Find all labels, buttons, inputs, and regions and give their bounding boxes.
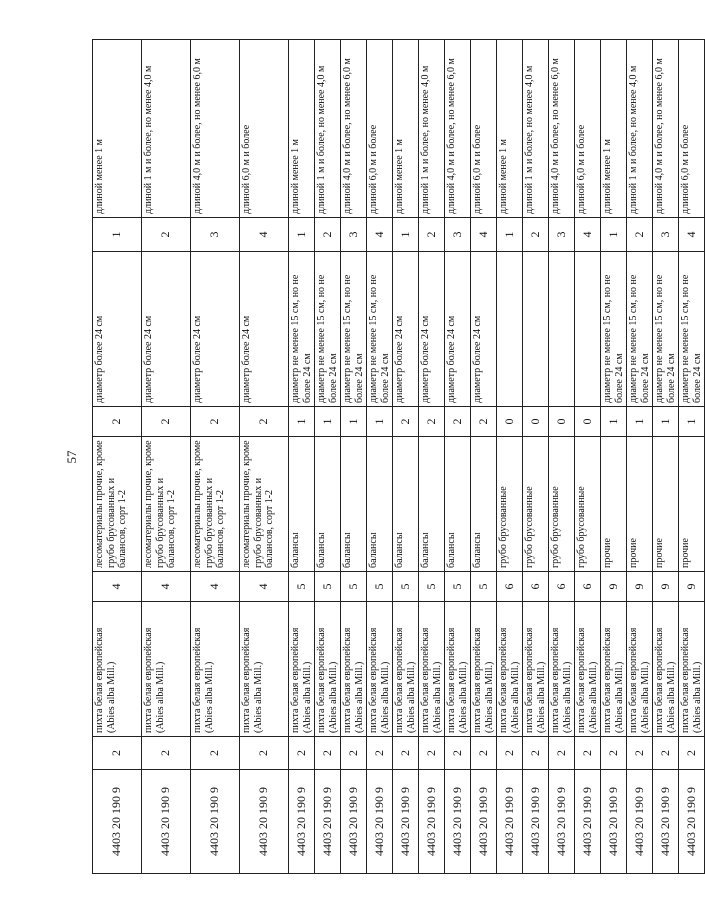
- hs-code-cell: 4403 20 190 9: [575, 770, 601, 874]
- page-number: 57: [64, 450, 79, 464]
- diameter-code-cell: 2: [191, 407, 240, 437]
- length-code-cell: 4: [240, 218, 289, 252]
- length-code-cell: 4: [471, 218, 497, 252]
- product-type-cell: прочие: [679, 437, 705, 572]
- table-row: [367, 40, 393, 874]
- length-cell: длиной 4,0 м и более, но менее 6,0 м: [653, 40, 679, 218]
- species-cell: пихта белая европейская (Abies alba Mill.): [549, 602, 575, 737]
- group-code-cell: 2: [367, 737, 393, 770]
- hs-code-cell: 4403 20 190 9: [367, 770, 393, 874]
- product-code-cell: 5: [315, 572, 341, 602]
- diameter-cell: диаметр более 24 см: [240, 252, 289, 407]
- product-code-cell: 5: [341, 572, 367, 602]
- diameter-cell: диаметр не менее 15 см, но не более 24 см: [679, 252, 705, 407]
- length-code-cell: 2: [523, 218, 549, 252]
- product-code-cell: 4: [93, 572, 142, 602]
- length-code-cell: 2: [627, 218, 653, 252]
- length-cell: длиной 1 м и более, но менее 4,0 м: [419, 40, 445, 218]
- product-type-cell: грубо брусованные: [549, 437, 575, 572]
- length-cell: длиной 6,0 м и более: [471, 40, 497, 218]
- hs-code-cell: 4403 20 190 9: [240, 770, 289, 874]
- length-code-cell: 2: [315, 218, 341, 252]
- hs-code-cell: 4403 20 190 9: [523, 770, 549, 874]
- species-cell: пихта белая европейская (Abies alba Mill.): [497, 602, 523, 737]
- product-type-cell: балансы: [367, 437, 393, 572]
- product-type-cell: балансы: [445, 437, 471, 572]
- table-row: [523, 40, 549, 874]
- length-code-cell: 4: [575, 218, 601, 252]
- species-cell: пихта белая европейская (Abies alba Mill.): [627, 602, 653, 737]
- table-row: [191, 40, 240, 874]
- table-row: [471, 40, 497, 874]
- product-type-cell: балансы: [393, 437, 419, 572]
- table-row: [653, 40, 679, 874]
- rotated-page: [46, 40, 703, 874]
- product-code-cell: 4: [240, 572, 289, 602]
- group-code-cell: 2: [142, 737, 191, 770]
- product-code-cell: 9: [601, 572, 627, 602]
- product-code-cell: 6: [549, 572, 575, 602]
- hs-code-cell: 4403 20 190 9: [601, 770, 627, 874]
- length-cell: длиной менее 1 м: [393, 40, 419, 218]
- table-body: [93, 40, 705, 874]
- product-type-cell: лесоматериалы прочие, кроме грубо брусованных и балансов, сорт 1-2: [142, 437, 191, 572]
- hs-code-cell: 4403 20 190 9: [653, 770, 679, 874]
- product-code-cell: 5: [471, 572, 497, 602]
- species-cell: пихта белая европейская (Abies alba Mill.): [575, 602, 601, 737]
- product-type-cell: грубо брусованные: [575, 437, 601, 572]
- species-cell: пихта белая европейская (Abies alba Mill.): [341, 602, 367, 737]
- diameter-code-cell: 2: [240, 407, 289, 437]
- product-type-cell: лесоматериалы прочие, кроме грубо брусованных и балансов, сорт 1-2: [191, 437, 240, 572]
- product-code-cell: 5: [367, 572, 393, 602]
- length-cell: длиной 1 м и более, но менее 4,0 м: [315, 40, 341, 218]
- species-cell: пихта белая европейская (Abies alba Mill.): [93, 602, 142, 737]
- group-code-cell: 2: [191, 737, 240, 770]
- table-row: [93, 40, 142, 874]
- diameter-code-cell: 2: [419, 407, 445, 437]
- product-type-cell: балансы: [315, 437, 341, 572]
- diameter-code-cell: 0: [497, 407, 523, 437]
- diameter-code-cell: 1: [341, 407, 367, 437]
- length-code-cell: 3: [341, 218, 367, 252]
- table-row: [549, 40, 575, 874]
- group-code-cell: 2: [445, 737, 471, 770]
- species-cell: пихта белая европейская (Abies alba Mill.): [653, 602, 679, 737]
- length-code-cell: 2: [419, 218, 445, 252]
- length-cell: длиной менее 1 м: [289, 40, 315, 218]
- product-code-cell: 5: [419, 572, 445, 602]
- diameter-cell: диаметр более 24 см: [93, 252, 142, 407]
- diameter-code-cell: 1: [315, 407, 341, 437]
- length-cell: длиной 4,0 м и более, но менее 6,0 м: [191, 40, 240, 218]
- diameter-cell: диаметр не менее 15 см, но не более 24 см: [601, 252, 627, 407]
- diameter-code-cell: 0: [575, 407, 601, 437]
- diameter-code-cell: 1: [653, 407, 679, 437]
- product-code-cell: 9: [653, 572, 679, 602]
- hs-code-cell: 4403 20 190 9: [315, 770, 341, 874]
- diameter-code-cell: 2: [142, 407, 191, 437]
- length-code-cell: 1: [93, 218, 142, 252]
- table-row: [142, 40, 191, 874]
- species-cell: пихта белая европейская (Abies alba Mill.): [523, 602, 549, 737]
- table-row: [601, 40, 627, 874]
- diameter-cell: [549, 252, 575, 407]
- table-row: [393, 40, 419, 874]
- hs-code-cell: 4403 20 190 9: [497, 770, 523, 874]
- length-code-cell: 1: [393, 218, 419, 252]
- species-cell: пихта белая европейская (Abies alba Mill.): [191, 602, 240, 737]
- diameter-code-cell: 1: [289, 407, 315, 437]
- hs-code-cell: 4403 20 190 9: [471, 770, 497, 874]
- hs-code-cell: 4403 20 190 9: [419, 770, 445, 874]
- diameter-code-cell: 0: [549, 407, 575, 437]
- diameter-cell: диаметр более 24 см: [142, 252, 191, 407]
- species-cell: пихта белая европейская (Abies alba Mill.): [289, 602, 315, 737]
- length-cell: длиной 4,0 м и более, но менее 6,0 м: [445, 40, 471, 218]
- tariff-table: [92, 39, 705, 874]
- species-cell: пихта белая европейская (Abies alba Mill.): [393, 602, 419, 737]
- diameter-code-cell: 2: [471, 407, 497, 437]
- species-cell: пихта белая европейская (Abies alba Mill.): [471, 602, 497, 737]
- diameter-cell: диаметр более 24 см: [445, 252, 471, 407]
- length-cell: длиной менее 1 м: [601, 40, 627, 218]
- hs-code-cell: 4403 20 190 9: [289, 770, 315, 874]
- diameter-cell: диаметр более 24 см: [191, 252, 240, 407]
- table-row: [679, 40, 705, 874]
- diameter-code-cell: 0: [523, 407, 549, 437]
- hs-code-cell: 4403 20 190 9: [679, 770, 705, 874]
- length-code-cell: 3: [191, 218, 240, 252]
- table-row: [497, 40, 523, 874]
- table-row: [240, 40, 289, 874]
- group-code-cell: 2: [393, 737, 419, 770]
- diameter-code-cell: 1: [601, 407, 627, 437]
- hs-code-cell: 4403 20 190 9: [549, 770, 575, 874]
- group-code-cell: 2: [93, 737, 142, 770]
- group-code-cell: 2: [549, 737, 575, 770]
- product-type-cell: прочие: [653, 437, 679, 572]
- diameter-cell: [497, 252, 523, 407]
- hs-code-cell: 4403 20 190 9: [341, 770, 367, 874]
- group-code-cell: 2: [653, 737, 679, 770]
- table-row: [575, 40, 601, 874]
- product-type-cell: лесоматериалы прочие, кроме грубо брусованных и балансов, сорт 1-2: [93, 437, 142, 572]
- product-code-cell: 5: [393, 572, 419, 602]
- hs-code-cell: 4403 20 190 9: [393, 770, 419, 874]
- length-code-cell: 4: [367, 218, 393, 252]
- length-code-cell: 3: [445, 218, 471, 252]
- product-code-cell: 4: [191, 572, 240, 602]
- length-code-cell: 4: [679, 218, 705, 252]
- diameter-code-cell: 2: [393, 407, 419, 437]
- diameter-cell: диаметр не менее 15 см, но не более 24 см: [367, 252, 393, 407]
- length-cell: длиной 4,0 м и более, но менее 6,0 м: [549, 40, 575, 218]
- group-code-cell: 2: [289, 737, 315, 770]
- group-code-cell: 2: [627, 737, 653, 770]
- table-row: [341, 40, 367, 874]
- species-cell: пихта белая европейская (Abies alba Mill.): [601, 602, 627, 737]
- diameter-cell: диаметр более 24 см: [393, 252, 419, 407]
- length-cell: длиной 4,0 м и более, но менее 6,0 м: [341, 40, 367, 218]
- diameter-cell: диаметр не менее 15 см, но не более 24 см: [341, 252, 367, 407]
- group-code-cell: 2: [315, 737, 341, 770]
- diameter-cell: диаметр не менее 15 см, но не более 24 см: [653, 252, 679, 407]
- diameter-cell: [575, 252, 601, 407]
- product-type-cell: балансы: [289, 437, 315, 572]
- product-type-cell: лесоматериалы прочие, кроме грубо брусованных и балансов, сорт 1-2: [240, 437, 289, 572]
- group-code-cell: 2: [341, 737, 367, 770]
- group-code-cell: 2: [497, 737, 523, 770]
- length-code-cell: 2: [142, 218, 191, 252]
- product-code-cell: 4: [142, 572, 191, 602]
- length-cell: длиной менее 1 м: [497, 40, 523, 218]
- hs-code-cell: 4403 20 190 9: [445, 770, 471, 874]
- species-cell: пихта белая европейская (Abies alba Mill.): [445, 602, 471, 737]
- diameter-code-cell: 2: [445, 407, 471, 437]
- product-code-cell: 6: [575, 572, 601, 602]
- product-type-cell: балансы: [341, 437, 367, 572]
- product-type-cell: грубо брусованные: [497, 437, 523, 572]
- diameter-code-cell: 1: [627, 407, 653, 437]
- product-type-cell: балансы: [471, 437, 497, 572]
- table-row: [627, 40, 653, 874]
- group-code-cell: 2: [523, 737, 549, 770]
- species-cell: пихта белая европейская (Abies alba Mill.): [240, 602, 289, 737]
- length-code-cell: 3: [549, 218, 575, 252]
- group-code-cell: 2: [240, 737, 289, 770]
- length-cell: длиной 6,0 м и более: [575, 40, 601, 218]
- length-code-cell: 3: [653, 218, 679, 252]
- group-code-cell: 2: [575, 737, 601, 770]
- product-type-cell: грубо брусованные: [523, 437, 549, 572]
- length-cell: длиной менее 1 м: [93, 40, 142, 218]
- diameter-cell: диаметр более 24 см: [471, 252, 497, 407]
- hs-code-cell: 4403 20 190 9: [93, 770, 142, 874]
- product-type-cell: прочие: [601, 437, 627, 572]
- product-code-cell: 9: [679, 572, 705, 602]
- diameter-cell: диаметр более 24 см: [419, 252, 445, 407]
- table-row: [445, 40, 471, 874]
- product-code-cell: 6: [523, 572, 549, 602]
- product-type-cell: балансы: [419, 437, 445, 572]
- product-code-cell: 5: [289, 572, 315, 602]
- diameter-code-cell: 1: [679, 407, 705, 437]
- length-cell: длиной 1 м и более, но менее 4,0 м: [523, 40, 549, 218]
- diameter-cell: диаметр не менее 15 см, но не более 24 см: [315, 252, 341, 407]
- hs-code-cell: 4403 20 190 9: [627, 770, 653, 874]
- length-cell: длиной 1 м и более, но менее 4,0 м: [142, 40, 191, 218]
- product-code-cell: 9: [627, 572, 653, 602]
- species-cell: пихта белая европейская (Abies alba Mill.): [367, 602, 393, 737]
- diameter-cell: [523, 252, 549, 407]
- group-code-cell: 2: [601, 737, 627, 770]
- table-row: [315, 40, 341, 874]
- species-cell: пихта белая европейская (Abies alba Mill.): [419, 602, 445, 737]
- diameter-code-cell: 1: [367, 407, 393, 437]
- length-code-cell: 1: [497, 218, 523, 252]
- species-cell: пихта белая европейская (Abies alba Mill.): [679, 602, 705, 737]
- length-code-cell: 1: [289, 218, 315, 252]
- diameter-code-cell: 2: [93, 407, 142, 437]
- length-cell: длиной 6,0 м и более: [679, 40, 705, 218]
- species-cell: пихта белая европейская (Abies alba Mill.): [315, 602, 341, 737]
- group-code-cell: 2: [471, 737, 497, 770]
- length-code-cell: 1: [601, 218, 627, 252]
- length-cell: длиной 6,0 м и более: [367, 40, 393, 218]
- group-code-cell: 2: [419, 737, 445, 770]
- hs-code-cell: 4403 20 190 9: [142, 770, 191, 874]
- table-row: [419, 40, 445, 874]
- diameter-cell: диаметр не менее 15 см, но не более 24 см: [627, 252, 653, 407]
- product-code-cell: 6: [497, 572, 523, 602]
- length-cell: длиной 6,0 м и более: [240, 40, 289, 218]
- group-code-cell: 2: [679, 737, 705, 770]
- table-row: [289, 40, 315, 874]
- species-cell: пихта белая европейская (Abies alba Mill.): [142, 602, 191, 737]
- length-cell: длиной 1 м и более, но менее 4,0 м: [627, 40, 653, 218]
- product-code-cell: 5: [445, 572, 471, 602]
- diameter-cell: диаметр не менее 15 см, но не более 24 см: [289, 252, 315, 407]
- hs-code-cell: 4403 20 190 9: [191, 770, 240, 874]
- product-type-cell: прочие: [627, 437, 653, 572]
